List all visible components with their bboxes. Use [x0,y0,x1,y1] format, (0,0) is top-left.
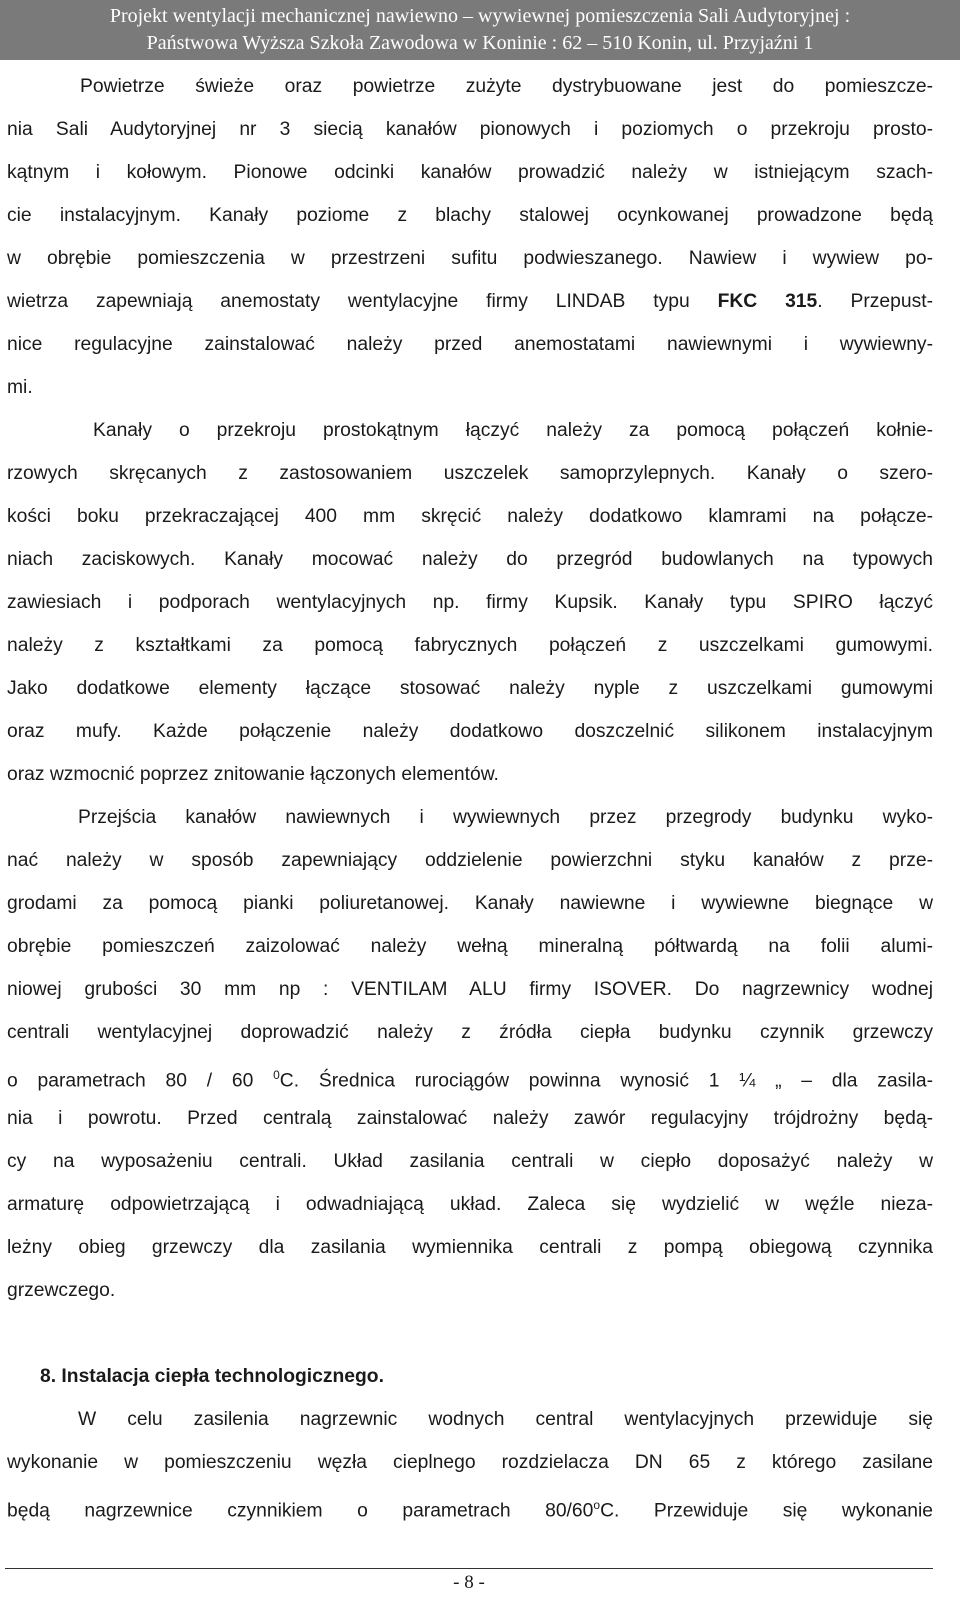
paragraph-line: obrębie pomieszczeń zaizolować należy wełną mineralną półtwardą na folii alumi- [7,936,933,957]
text-run: będą nagrzewnice czynnikiem o parametrach 80/60 [7,1500,594,1522]
text-run: C. Średnica rurociągów powinna wynosić 1 ¼ „ – dla zasila- [279,1070,933,1092]
section-heading: 8. Instalacja ciepła technologicznego. [40,1366,384,1387]
paragraph-line: grzewczego. [7,1280,116,1301]
paragraph-line: centrali wentylacyjnej doprowadzić należy z źródła ciepła budynku czynnik grzewczy [7,1022,933,1043]
paragraph-line: kości boku przekraczającej 400 mm skręcić należy dodatkowo klamrami na połącze- [7,506,933,527]
spacer [7,1312,933,1355]
paragraph-line: zawiesiach i podporach wentylacyjnych np. firmy Kupsik. Kanały typu SPIRO łączyć [7,592,933,613]
paragraph-line: Przejścia kanałów nawiewnych i wywiewnych przez przegrody budynku wyko- [78,807,933,828]
paragraph-line: niach zaciskowych. Kanały mocować należy do przegród budowlanych na typowych [7,549,933,570]
paragraph-line: grodami za pomocą pianki poliuretanowej. Kanały nawiewne i wywiewne biegnące w [7,893,933,914]
footer-divider [5,1568,933,1569]
paragraph-line: kątnym i kołowym. Pionowe odcinki kanałów prowadzić należy w istniejącym szach- [7,162,933,183]
paragraph-line: leżny obieg grzewczy dla zasilania wymiennika centrali z pompą obiegową czynnika [7,1237,933,1258]
paragraph-line [7,1484,933,1527]
paragraph-line: W celu zasilenia nagrzewnic wodnych central wentylacyjnych przewiduje się [78,1409,933,1430]
header-line-2: Państwowa Wyższa Szkoła Zawodowa w Koninie : 62 – 510 Konin, ul. Przyjaźni 1 [146,32,814,54]
paragraph-line: cy na wyposażeniu centrali. Układ zasilania centrali w ciepło doposażyć należy w [7,1151,933,1172]
paragraph-line: armaturę odpowietrzającą i odwadniającą układ. Zaleca się wydzielić w węźle nieza- [7,1194,933,1215]
text-run: C. Przewiduje się wykonanie [600,1500,933,1522]
superscript: o [593,1498,601,1512]
paragraph-line: oraz mufy. Każde połączenie należy dodatkowo doszczelnić silikonem instalacyjnym [7,721,933,742]
paragraph-line: Jako dodatkowe elementy łączące stosować należy nyple z uszczelkami gumowymi [7,678,933,699]
superscript: 0 [273,1068,280,1082]
paragraph-line: rzowych skręcanych z zastosowaniem uszczelek samoprzylepnych. Kanały o szero- [7,463,933,484]
paragraph-line: należy z kształtkami za pomocą fabrycznych połączeń z uszczelkami gumowymi. [7,635,933,656]
paragraph-line: Powietrze świeże oraz powietrze zużyte dystrybuowane jest do pomieszcze- [80,76,933,97]
paragraph-line: niowej grubości 30 mm np : VENTILAM ALU firmy ISOVER. Do nagrzewnicy wodnej [7,979,933,1000]
text-run: wietrza zapewniają anemostaty wentylacyjne firmy LINDAB typu [7,291,718,312]
paragraph-line: nia i powrotu. Przed centralą zainstalować należy zawór regulacyjny trójdrożny będą- [7,1108,933,1129]
paragraph-line: w obrębie pomieszczenia w przestrzeni sufitu podwieszanego. Nawiew i wywiew po- [7,248,933,269]
body-text [7,65,933,1527]
product-type-bold: FKC 315 [717,291,818,312]
text-run: . Przepust- [817,291,933,312]
header-line-1: Projekt wentylacji mechanicznej nawiewno – wywiewnej pomieszczenia Sali Audytoryjnej : [109,5,851,27]
text-run: o parametrach 80 / 60 [7,1070,274,1092]
paragraph-line: oraz wzmocnić poprzez znitowanie łączonych elementów. [7,764,499,785]
paragraph-line [7,280,933,323]
paragraph-line [7,1054,933,1097]
paragraph-line: cie instalacyjnym. Kanały poziome z blachy stalowej ocynkowanej prowadzone będą [7,205,933,226]
paragraph-line: nia Sali Audytoryjnej nr 3 siecią kanałów pionowych i poziomych o przekroju prosto- [7,119,933,140]
page-number: - 8 - [453,1572,485,1593]
paragraph-line: nice regulacyjne zainstalować należy przed anemostatami nawiewnymi i wywiewny- [7,334,933,355]
paragraph-line: Kanały o przekroju prostokątnym łączyć należy za pomocą połączeń kołnie- [93,420,933,441]
paragraph-line: wykonanie w pomieszczeniu węzła cieplnego rozdzielacza DN 65 z którego zasilane [7,1452,933,1473]
page-header [0,0,960,60]
paragraph-line: mi. [7,377,33,398]
paragraph-line: nać należy w sposób zapewniający oddzielenie powierzchni styku kanałów z prze- [7,850,933,871]
